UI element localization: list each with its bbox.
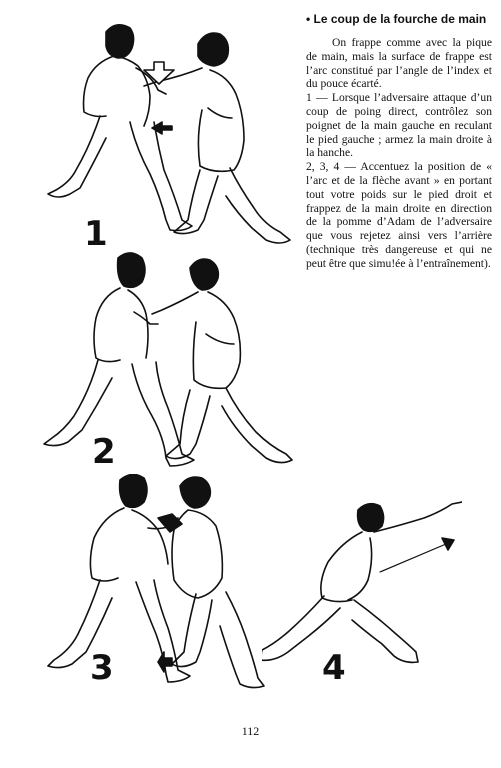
- step-2-4-paragraph: 2, 3, 4 — Accentuez la position de « l’arc et de la flèche avant » en portant tout votre poids sur le pied droit et frappez de la main droite en direction de la pomme d’Adam de l’adversaire que vous rejetez ainsi vers l’arrière (technique très dangereuse et qui ne peut être que simu!ée à l’entraînement).: [306, 160, 492, 270]
- figure-4-number: 4: [322, 648, 346, 688]
- figure-4-illustration: [262, 498, 462, 684]
- text-column: [306, 12, 492, 271]
- figure-1-illustration: [40, 12, 300, 270]
- step-1-paragraph: 1 — Lorsque l’adversaire attaque d’un coup de poing direct, contrôlez son poignet de la main gauche en reculant le pied gauche ; armez la main droite à la hanche.: [306, 91, 492, 160]
- figure-3-number: 3: [90, 648, 114, 688]
- page-number: 112: [241, 724, 260, 738]
- intro-paragraph: On frappe comme avec la pique de main, mais la surface de frappe est l’arc constitué par l’angle de l’index et du pouce écarté.: [306, 36, 492, 91]
- figure-2-number: 2: [92, 432, 116, 472]
- section-heading: • Le coup de la fourche de main: [306, 12, 487, 26]
- figure-2-illustration: [40, 252, 300, 490]
- figure-3-illustration: [40, 474, 300, 710]
- figure-1-number: 1: [84, 214, 108, 254]
